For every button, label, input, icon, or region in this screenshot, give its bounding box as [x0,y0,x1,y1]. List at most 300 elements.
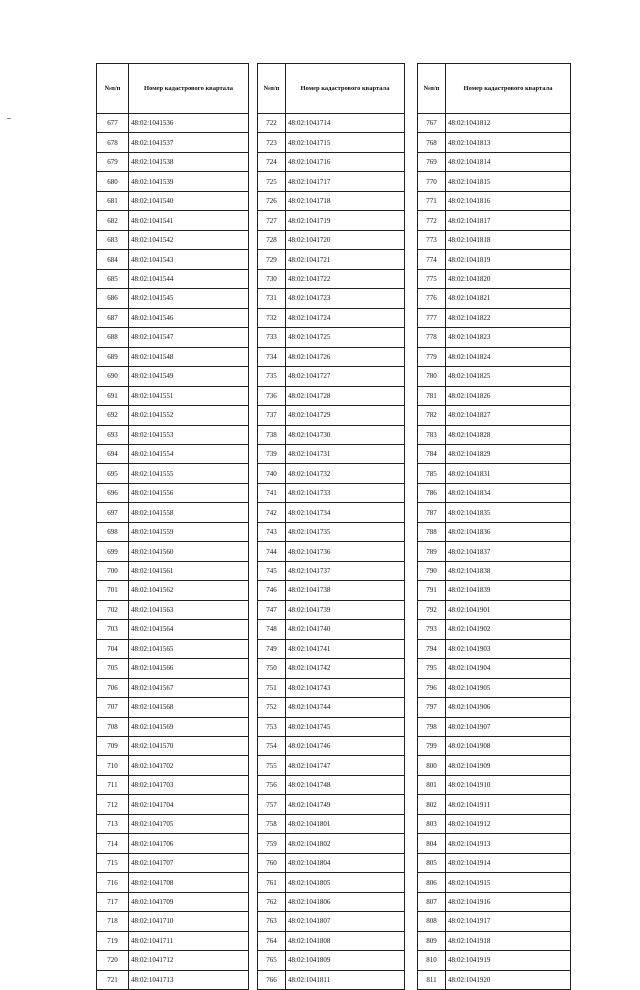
row-number: 776 [418,289,446,308]
table-row [97,289,249,308]
table-row [258,561,405,580]
cadastral-quarter-number: 48:02:1041711 [129,931,249,950]
cadastral-quarter-number: 48:02:1041540 [129,191,249,210]
table-row [418,425,571,444]
cadastral-quarter-number: 48:02:1041827 [446,406,571,425]
cadastral-quarter-number: 48:02:1041741 [286,639,405,658]
row-number: 808 [418,912,446,931]
cadastral-quarter-number: 48:02:1041729 [286,406,405,425]
table-row [97,406,249,425]
cadastral-quarter-number: 48:02:1041717 [286,172,405,191]
table-row [97,211,249,230]
row-number: 716 [97,873,129,892]
row-number: 692 [97,406,129,425]
row-number: 683 [97,230,129,249]
row-number: 767 [418,114,446,133]
cadastral-quarter-number: 48:02:1041743 [286,678,405,697]
table-row [97,639,249,658]
cadastral-quarter-number: 48:02:1041721 [286,250,405,269]
cadastral-quarter-number: 48:02:1041737 [286,561,405,580]
cadastral-quarter-number: 48:02:1041916 [446,892,571,911]
cadastral-quarter-number: 48:02:1041708 [129,873,249,892]
row-number: 724 [258,152,286,171]
cadastral-table-1 [96,63,249,990]
row-number: 756 [258,775,286,794]
cadastral-quarter-number: 48:02:1041726 [286,347,405,366]
table-row [97,834,249,853]
cadastral-quarter-number: 48:02:1041835 [446,503,571,522]
row-number: 800 [418,756,446,775]
table-row [418,795,571,814]
cadastral-quarter-number: 48:02:1041818 [446,230,571,249]
row-number: 763 [258,912,286,931]
cadastral-quarter-number: 48:02:1041821 [446,289,571,308]
cadastral-quarter-number: 48:02:1041825 [446,367,571,386]
cadastral-quarter-number: 48:02:1041809 [286,951,405,970]
table-row [418,581,571,600]
cadastral-quarter-number: 48:02:1041556 [129,483,249,502]
cadastral-table-2 [257,63,405,990]
cadastral-quarter-number: 48:02:1041709 [129,892,249,911]
row-number: 757 [258,795,286,814]
row-number: 779 [418,347,446,366]
cadastral-quarter-number: 48:02:1041912 [446,814,571,833]
cadastral-quarter-number: 48:02:1041705 [129,814,249,833]
table-row [418,931,571,950]
table-row [97,250,249,269]
cadastral-quarter-number: 48:02:1041553 [129,425,249,444]
table-row [258,230,405,249]
table-row [258,814,405,833]
cadastral-quarter-number: 48:02:1041561 [129,561,249,580]
cadastral-quarter-number: 48:02:1041742 [286,659,405,678]
cadastral-quarter-number: 48:02:1041564 [129,620,249,639]
row-number: 755 [258,756,286,775]
table-row [418,114,571,133]
table-row [418,406,571,425]
cadastral-quarter-number: 48:02:1041806 [286,892,405,911]
row-number: 701 [97,581,129,600]
row-number: 679 [97,152,129,171]
cadastral-quarter-number: 48:02:1041915 [446,873,571,892]
row-number: 777 [418,308,446,327]
table-row [258,931,405,950]
table-row [418,717,571,736]
cadastral-quarter-number: 48:02:1041905 [446,678,571,697]
row-number: 707 [97,698,129,717]
row-number: 751 [258,678,286,697]
row-number: 793 [418,620,446,639]
cadastral-quarter-number: 48:02:1041817 [446,211,571,230]
cadastral-quarter-number: 48:02:1041739 [286,600,405,619]
row-number: 709 [97,737,129,756]
row-number: 712 [97,795,129,814]
cadastral-quarter-number: 48:02:1041718 [286,191,405,210]
cadastral-quarter-number: 48:02:1041919 [446,951,571,970]
cadastral-quarter-number: 48:02:1041570 [129,737,249,756]
header-cadastral-quarter: Номер кадастрового квартала [129,64,249,114]
table-row [97,230,249,249]
cadastral-quarter-number: 48:02:1041736 [286,542,405,561]
row-number: 803 [418,814,446,833]
row-number: 714 [97,834,129,853]
cadastral-quarter-number: 48:02:1041822 [446,308,571,327]
cadastral-quarter-number: 48:02:1041836 [446,522,571,541]
row-number: 700 [97,561,129,580]
row-number: 780 [418,367,446,386]
row-number: 681 [97,191,129,210]
row-number: 730 [258,269,286,288]
row-number: 785 [418,464,446,483]
table-row [418,269,571,288]
table-row [97,191,249,210]
row-number: 678 [97,133,129,152]
table-row [258,425,405,444]
row-number: 761 [258,873,286,892]
table-row [418,853,571,872]
table-row [97,678,249,697]
cadastral-quarter-number: 48:02:1041565 [129,639,249,658]
row-number: 783 [418,425,446,444]
margin-mark [7,118,11,119]
row-number: 811 [418,970,446,989]
table-row [258,172,405,191]
row-number: 735 [258,367,286,386]
cadastral-quarter-number: 48:02:1041562 [129,581,249,600]
row-number: 722 [258,114,286,133]
row-number: 752 [258,698,286,717]
table-row [258,620,405,639]
table-row [418,600,571,619]
cadastral-quarter-number: 48:02:1041819 [446,250,571,269]
table-row [97,425,249,444]
row-number: 697 [97,503,129,522]
cadastral-quarter-number: 48:02:1041914 [446,853,571,872]
table-row [97,853,249,872]
row-number: 771 [418,191,446,210]
row-number: 713 [97,814,129,833]
cadastral-quarter-number: 48:02:1041731 [286,444,405,463]
table-row [258,756,405,775]
cadastral-quarter-number: 48:02:1041538 [129,152,249,171]
cadastral-quarter-number: 48:02:1041909 [446,756,571,775]
cadastral-quarter-number: 48:02:1041539 [129,172,249,191]
cadastral-quarter-number: 48:02:1041549 [129,367,249,386]
cadastral-quarter-number: 48:02:1041904 [446,659,571,678]
cadastral-quarter-number: 48:02:1041543 [129,250,249,269]
table-row [97,561,249,580]
table-row [418,873,571,892]
row-number: 799 [418,737,446,756]
table-row [97,659,249,678]
cadastral-quarter-number: 48:02:1041559 [129,522,249,541]
cadastral-quarter-number: 48:02:1041716 [286,152,405,171]
row-number: 745 [258,561,286,580]
row-number: 775 [418,269,446,288]
table-row [97,152,249,171]
row-number: 762 [258,892,286,911]
table-row [418,970,571,989]
table-row [258,444,405,463]
table-row [258,133,405,152]
row-number: 691 [97,386,129,405]
table-row [258,951,405,970]
table-row [97,522,249,541]
table-row [258,698,405,717]
cadastral-quarter-number: 48:02:1041567 [129,678,249,697]
cadastral-quarter-number: 48:02:1041910 [446,775,571,794]
row-number: 728 [258,230,286,249]
row-number: 688 [97,328,129,347]
cadastral-quarter-number: 48:02:1041552 [129,406,249,425]
row-number: 698 [97,522,129,541]
table-row [418,152,571,171]
cadastral-quarter-number: 48:02:1041805 [286,873,405,892]
row-number: 807 [418,892,446,911]
cadastral-quarter-number: 48:02:1041704 [129,795,249,814]
table-row [418,756,571,775]
row-number: 715 [97,853,129,872]
row-number: 795 [418,659,446,678]
table-row [258,386,405,405]
table-row [418,698,571,717]
table-row [97,308,249,327]
table-row [97,873,249,892]
row-number: 708 [97,717,129,736]
row-number: 798 [418,717,446,736]
row-number: 737 [258,406,286,425]
table-row [258,211,405,230]
row-number: 743 [258,522,286,541]
row-number: 706 [97,678,129,697]
cadastral-quarter-number: 48:02:1041733 [286,483,405,502]
table-row [418,464,571,483]
row-number: 718 [97,912,129,931]
table-row [418,814,571,833]
row-number: 792 [418,600,446,619]
table-row [418,230,571,249]
table-row [418,639,571,658]
table-row [418,659,571,678]
row-number: 742 [258,503,286,522]
table-row [258,464,405,483]
row-number: 720 [97,951,129,970]
table-row [258,600,405,619]
row-number: 768 [418,133,446,152]
cadastral-quarter-number: 48:02:1041707 [129,853,249,872]
header-cadastral-quarter: Номер кадастрового квартала [286,64,405,114]
row-number: 703 [97,620,129,639]
cadastral-quarter-number: 48:02:1041829 [446,444,571,463]
row-number: 788 [418,522,446,541]
row-number: 738 [258,425,286,444]
row-number: 733 [258,328,286,347]
table-row [418,347,571,366]
table-row [418,775,571,794]
row-number: 791 [418,581,446,600]
cadastral-quarter-number: 48:02:1041807 [286,912,405,931]
row-number: 789 [418,542,446,561]
table-row [258,678,405,697]
cadastral-quarter-number: 48:02:1041713 [129,970,249,989]
cadastral-quarter-number: 48:02:1041558 [129,503,249,522]
table-row [97,951,249,970]
row-number: 736 [258,386,286,405]
header-number: №п/п [418,64,446,114]
row-number: 717 [97,892,129,911]
row-number: 699 [97,542,129,561]
cadastral-quarter-number: 48:02:1041715 [286,133,405,152]
table-row [258,912,405,931]
table-row [418,912,571,931]
table-row [97,172,249,191]
table-row [258,152,405,171]
row-number: 689 [97,347,129,366]
row-number: 685 [97,269,129,288]
table-row [258,269,405,288]
row-number: 759 [258,834,286,853]
cadastral-quarter-number: 48:02:1041902 [446,620,571,639]
table-row [97,717,249,736]
row-number: 758 [258,814,286,833]
table-row [258,114,405,133]
table-row [97,912,249,931]
cadastral-quarter-number: 48:02:1041706 [129,834,249,853]
table-row [418,328,571,347]
row-number: 781 [418,386,446,405]
row-number: 794 [418,639,446,658]
table-row [258,289,405,308]
table-row [258,737,405,756]
row-number: 782 [418,406,446,425]
cadastral-quarter-number: 48:02:1041727 [286,367,405,386]
row-number: 766 [258,970,286,989]
table-row [418,172,571,191]
table-row [97,620,249,639]
cadastral-quarter-number: 48:02:1041728 [286,386,405,405]
row-number: 797 [418,698,446,717]
cadastral-quarter-number: 48:02:1041720 [286,230,405,249]
cadastral-quarter-number: 48:02:1041813 [446,133,571,152]
row-number: 727 [258,211,286,230]
cadastral-quarter-number: 48:02:1041834 [446,483,571,502]
table-row [418,444,571,463]
cadastral-quarter-number: 48:02:1041918 [446,931,571,950]
table-row [258,581,405,600]
cadastral-quarter-number: 48:02:1041560 [129,542,249,561]
cadastral-quarter-number: 48:02:1041569 [129,717,249,736]
cadastral-quarter-number: 48:02:1041804 [286,853,405,872]
table-row [258,406,405,425]
row-number: 747 [258,600,286,619]
row-number: 801 [418,775,446,794]
cadastral-quarter-number: 48:02:1041566 [129,659,249,678]
row-number: 805 [418,853,446,872]
cadastral-quarter-number: 48:02:1041826 [446,386,571,405]
table-row [418,133,571,152]
table-row [418,951,571,970]
row-number: 806 [418,873,446,892]
row-number: 732 [258,308,286,327]
row-number: 749 [258,639,286,658]
table-row [418,542,571,561]
table-row [418,620,571,639]
table-row [97,814,249,833]
row-number: 704 [97,639,129,658]
row-number: 809 [418,931,446,950]
table-row [258,250,405,269]
cadastral-quarter-number: 48:02:1041917 [446,912,571,931]
cadastral-quarter-number: 48:02:1041547 [129,328,249,347]
cadastral-quarter-number: 48:02:1041907 [446,717,571,736]
header-number: №п/п [258,64,286,114]
cadastral-quarter-number: 48:02:1041828 [446,425,571,444]
row-number: 721 [97,970,129,989]
row-number: 682 [97,211,129,230]
cadastral-quarter-number: 48:02:1041811 [286,970,405,989]
table-row [97,464,249,483]
row-number: 740 [258,464,286,483]
table-row [418,191,571,210]
table-row [258,191,405,210]
row-number: 770 [418,172,446,191]
cadastral-quarter-number: 48:02:1041812 [446,114,571,133]
row-number: 765 [258,951,286,970]
row-number: 734 [258,347,286,366]
row-number: 696 [97,483,129,502]
row-number: 746 [258,581,286,600]
table-row [97,970,249,989]
table-row [258,892,405,911]
cadastral-quarter-number: 48:02:1041824 [446,347,571,366]
cadastral-quarter-number: 48:02:1041814 [446,152,571,171]
table-row [258,483,405,502]
table-row [258,347,405,366]
cadastral-quarter-number: 48:02:1041838 [446,561,571,580]
table-row [97,931,249,950]
cadastral-quarter-number: 48:02:1041712 [129,951,249,970]
cadastral-quarter-number: 48:02:1041723 [286,289,405,308]
row-number: 804 [418,834,446,853]
cadastral-quarter-number: 48:02:1041555 [129,464,249,483]
row-number: 778 [418,328,446,347]
cadastral-quarter-number: 48:02:1041730 [286,425,405,444]
table-row [258,659,405,678]
cadastral-quarter-number: 48:02:1041920 [446,970,571,989]
row-number: 710 [97,756,129,775]
table-row [418,483,571,502]
cadastral-quarter-number: 48:02:1041548 [129,347,249,366]
cadastral-quarter-number: 48:02:1041725 [286,328,405,347]
cadastral-quarter-number: 48:02:1041735 [286,522,405,541]
cadastral-quarter-number: 48:02:1041903 [446,639,571,658]
cadastral-quarter-number: 48:02:1041537 [129,133,249,152]
row-number: 687 [97,308,129,327]
cadastral-quarter-number: 48:02:1041568 [129,698,249,717]
row-number: 725 [258,172,286,191]
cadastral-quarter-number: 48:02:1041801 [286,814,405,833]
cadastral-quarter-number: 48:02:1041816 [446,191,571,210]
cadastral-quarter-number: 48:02:1041563 [129,600,249,619]
table-row [418,561,571,580]
cadastral-quarter-number: 48:02:1041744 [286,698,405,717]
cadastral-quarter-number: 48:02:1041710 [129,912,249,931]
row-number: 741 [258,483,286,502]
row-number: 705 [97,659,129,678]
row-number: 760 [258,853,286,872]
cadastral-quarter-number: 48:02:1041823 [446,328,571,347]
header-cadastral-quarter: Номер кадастрового квартала [446,64,571,114]
